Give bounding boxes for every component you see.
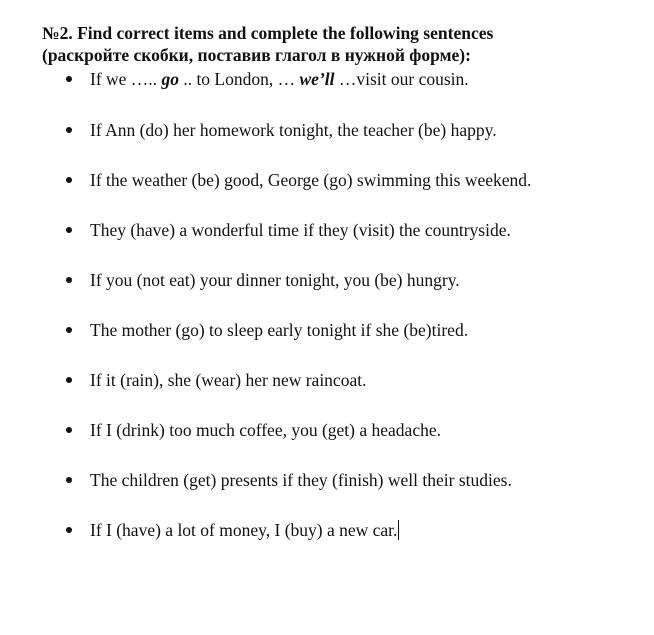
sentence-text: The children (get) presents if they (finish) well their studies. bbox=[90, 470, 512, 490]
sentence-text: If I (have) a lot of money, I (buy) a new car. bbox=[90, 520, 398, 540]
example-answer-2: we’ll bbox=[299, 69, 335, 89]
example-part-2: .. to London, … bbox=[178, 69, 300, 89]
bullet-icon bbox=[66, 327, 72, 333]
sentence-text: If the weather (be) good, George (go) swimming this weekend. bbox=[90, 170, 532, 190]
bullet-icon bbox=[66, 177, 72, 183]
text-cursor bbox=[398, 520, 399, 540]
bullet-icon bbox=[66, 76, 72, 82]
sentence-text: If Ann (do) her homework tonight, the teacher (be) happy. bbox=[90, 120, 497, 140]
exercise-heading bbox=[42, 22, 642, 66]
list-item bbox=[0, 418, 654, 442]
bullet-icon bbox=[66, 127, 72, 133]
sentence-text: They (have) a wonderful time if they (visit) the countryside. bbox=[90, 220, 511, 240]
list-item bbox=[0, 468, 654, 492]
example-part-1: If we ….. bbox=[90, 69, 162, 89]
sentence-text-with-caret[interactable] bbox=[90, 518, 399, 542]
sentence-text: The mother (go) to sleep early tonight if she (be)tired. bbox=[90, 320, 469, 340]
bullet-icon bbox=[66, 227, 72, 233]
list-item-example bbox=[0, 67, 654, 91]
example-sentence bbox=[90, 67, 469, 91]
sentence-text: If you (not eat) your dinner tonight, you (be) hungry. bbox=[90, 270, 460, 290]
sentence-text: If it (rain), she (wear) her new raincoat. bbox=[90, 370, 367, 390]
list-item bbox=[0, 318, 654, 342]
list-item bbox=[0, 268, 654, 292]
list-item bbox=[0, 168, 654, 192]
example-answer-1: go bbox=[161, 69, 179, 89]
bullet-icon bbox=[66, 377, 72, 383]
list-item bbox=[0, 518, 654, 542]
heading-line-2: (раскройте скобки, поставив глагол в нужной форме): bbox=[42, 45, 471, 65]
list-item bbox=[0, 118, 654, 142]
example-part-3: …visit our cousin. bbox=[334, 69, 469, 89]
bullet-icon bbox=[66, 427, 72, 433]
sentence-text: If I (drink) too much coffee, you (get) a headache. bbox=[90, 420, 441, 440]
list-item bbox=[0, 368, 654, 392]
list-item bbox=[0, 218, 654, 242]
bullet-icon bbox=[66, 477, 72, 483]
bullet-icon bbox=[66, 277, 72, 283]
heading-line-1: №2. Find correct items and complete the following sentences bbox=[42, 23, 494, 43]
bullet-icon bbox=[66, 527, 72, 533]
